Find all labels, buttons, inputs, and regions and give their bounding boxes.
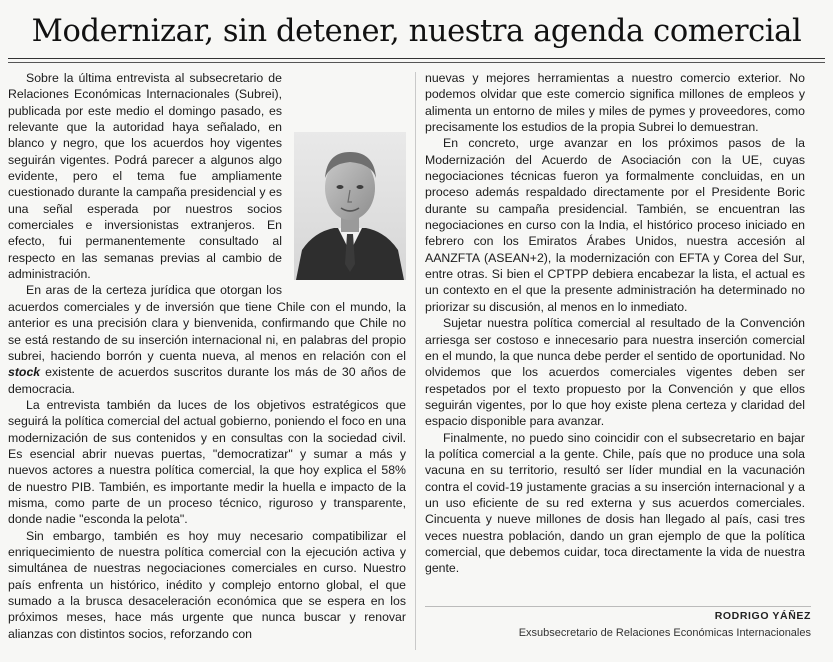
headline-rule-thin: [8, 62, 825, 63]
right-column: [425, 70, 805, 598]
paragraph-text: En aras de la certeza jurídica que otorgan los acuerdos comerciales y de inversión que tiene Chile con el mundo, la anterior es una precisión clara y bienvenida, confirmando que Chile no se está restando de su inserción internacional ni, en palabras del propio subrei, haciendo borrón y cuenta nueva, al menos en relación con el: [8, 283, 406, 363]
paragraph: La entrevista también da luces de los objetivos estratégicos que seguirá la política comercial del actual gobierno, poniendo el foco en una modernización de sus contenidos y en consultas con la sociedad civil. Es esencial abrir nuevas puertas, "democratizar" y sumar a más y nuevos actores a nuestra política comercial, la que hoy explica el 58% de nuestro PIB. También, es importante medir la huella e impacto de la misma, como parte de un proceso técnico, riguroso y transparente, donde nadie "esconda la pelota".: [8, 397, 406, 527]
paragraph: [8, 282, 406, 396]
headline-rule: [8, 58, 825, 59]
paragraph: Sobre la última entrevista al subsecretario de Relaciones Económicas Internacionales (Subrei), publicada por este medio el domingo pasado, es relevante que la autoridad haya señalado, en blanco y negro, que los acuerdos hoy vigentes seguirán vigentes. Podrá parecer a algunos algo evidente, pero el tema fue ampliamente cuestionado durante la campaña presidencial y es una señal esperada por nuestros socios comerciales e inversionistas extranjeros. En efecto, fui permanentemente consultado al respecto en las semanas previas al cambio de administración.: [8, 71, 282, 282]
author-role: Exsubsecretario de Relaciones Económicas Internacionales: [518, 627, 811, 639]
paragraph-text: existente de acuerdos suscritos durante los más de 30 años de democracia.: [8, 365, 406, 396]
author-portrait-icon: [294, 132, 406, 280]
byline-rule: [425, 606, 811, 607]
paragraph: nuevas y mejores herramientas a nuestro comercio exterior. No podemos olvidar que este comercio significa millones de empleos y alimenta un entorno de miles y miles de pymes y proveedores, como precisamente los estudios de la propia Subrei lo demuestran.: [425, 71, 805, 135]
author-photo: [294, 132, 406, 280]
paragraph: Sin embargo, también es hoy muy necesario compatibilizar el enriquecimiento de nuestra política comercial con la ejecución activa y simultánea de nuestras negociaciones comerciales en curso. Nuestro país enfrenta un histórico, inédito y complejo entorno global, el que sumado a la brusca desaceleración económica que se espera en los próximos meses, hace más urgente que nunca buscar y renovar alianzas con distintos socios, reforzando con: [8, 528, 406, 641]
paragraph: Finalmente, no puedo sino coincidir con el subsecretario en bajar la política comercial a la gente. Chile, país que no produce una sola vacuna en su territorio, resultó ser líder mundial en la vacunación contra el covid-19 justamente gracias a su inserción internacional y a un uso eficiente de su red externa y sus acuerdos comerciales. Cincuenta y nueve millones de dosis han llegado al país, casi tres veces nuestra población, dando un gran ejemplo de que la política comercial, que debemos cuidar, toca directamente la vida de nuestra gente.: [425, 430, 805, 576]
headline: Modernizar, sin detener, nuestra agenda comercial: [31, 14, 802, 49]
emphasis: stock: [8, 365, 41, 380]
paragraph: En concreto, urge avanzar en los próximos pasos de la Modernización del Acuerdo de Asociación con la UE, cuyas negociaciones técnicas fueron ya formalmente concluidas, en un proceso además respaldado directamente por el Presidente Boric durante su campaña presidencial. También, se encuentran las negociaciones en curso con la India, el histórico proceso iniciado en febrero con los Emiratos Árabes Unidos, nuestra accesión al AANZFTA (ASEAN+2), la modernización con EFTA y Corea del Sur, entre otras. Si bien el CPTPP debiera encabezar la lista, el actual es un contexto en el que la presente administración ha determinado no priorizar su discusión, al menos en lo inmediato.: [425, 136, 805, 314]
left-column: [8, 70, 406, 650]
paragraph: Sujetar nuestra política comercial al resultado de la Convención arriesga ser costoso e innecesario para nuestra inserción comercial en el mundo, la que nunca debe perder el sentido de oportunidad. No olvidemos que los acuerdos comerciales vigentes deben ser respetados por el texto propuesto por la Convención y que ellos seguirán vigentes, por lo que hoy existe plena certeza y claridad del espacio disponible para avanzar.: [425, 316, 805, 429]
author-name: RODRIGO YÁÑEZ: [714, 610, 811, 622]
column-divider: [415, 72, 416, 650]
